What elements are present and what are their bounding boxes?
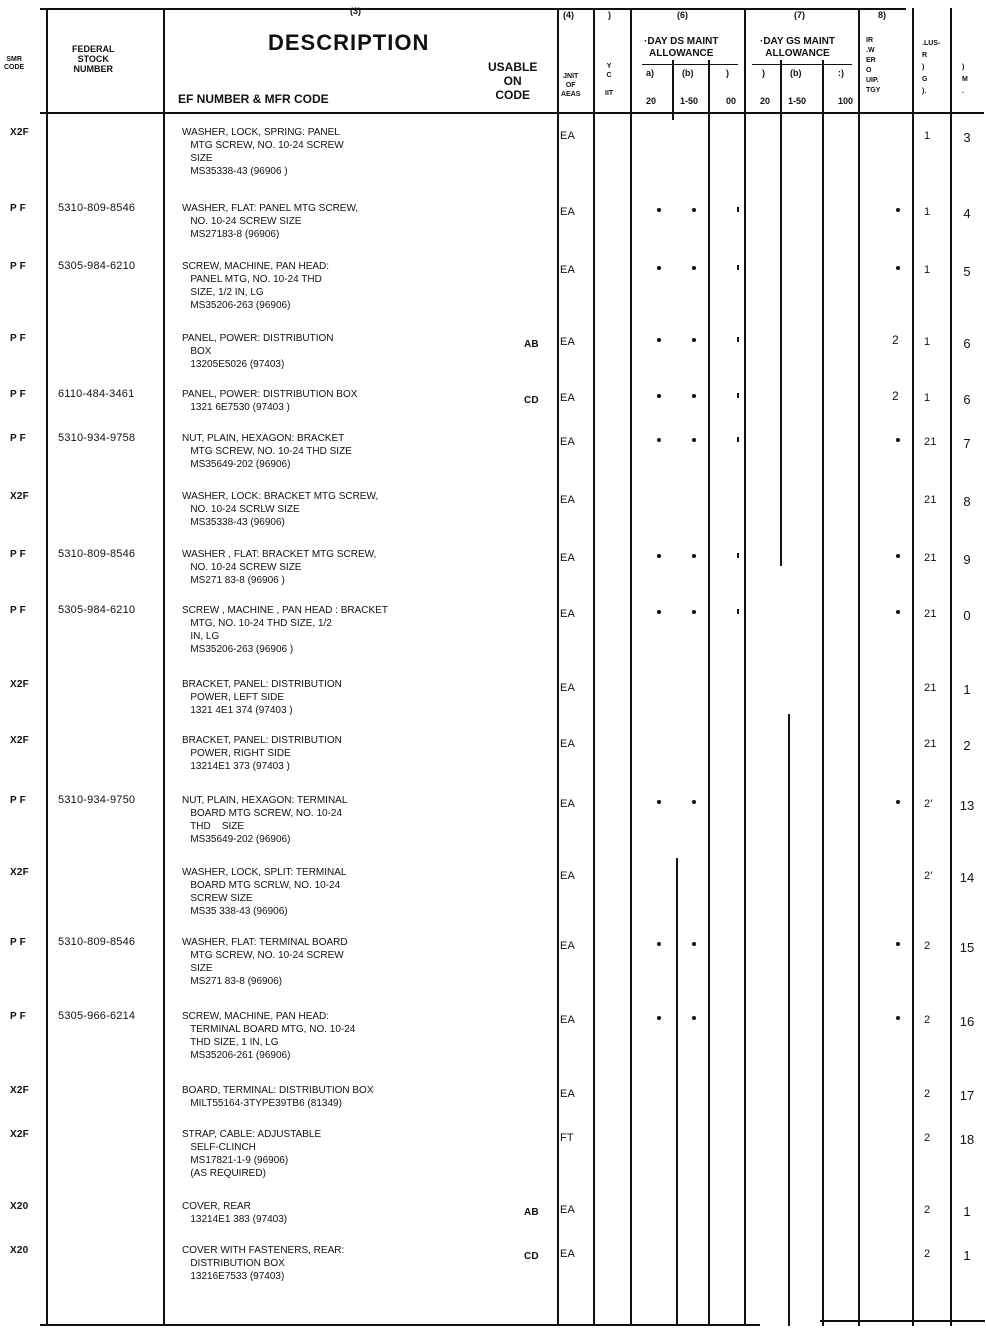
header-bottom-rule — [40, 112, 984, 114]
depot-mark — [896, 800, 900, 804]
allowance-mark — [657, 1016, 661, 1020]
smr-code: X2F — [10, 491, 29, 502]
item-number: 1 — [963, 1248, 971, 1263]
part-description: WASHER, LOCK, SPRING: PANEL MTG SCREW, NO. 10-24 SCREW SIZE MS35338-43 (96906 ) — [182, 127, 344, 177]
smr-code: X2F — [10, 1129, 29, 1140]
depot-qty: 2 — [892, 333, 899, 347]
allowance-mark — [737, 265, 739, 270]
part-description: WASHER, FLAT: TERMINAL BOARD MTG SCREW, NO. 10-24 SCREW SIZE MS271 83-8 (96906) — [182, 937, 348, 987]
col-number-5: ) — [608, 10, 611, 20]
allowance-mark — [737, 207, 739, 212]
gs-sub-c: :) — [838, 68, 844, 78]
federal-stock-number-header: FEDERAL STOCK NUMBER — [72, 44, 115, 74]
figure-number: 1 — [924, 336, 931, 348]
item-number: 13 — [959, 798, 975, 813]
figure-number: 2' — [924, 798, 933, 810]
smr-code: X2F — [10, 127, 29, 138]
depot-mark — [896, 942, 900, 946]
gs-val-b: 1-50 — [788, 96, 807, 106]
col-line-ds-c — [708, 60, 710, 1326]
illus-item-header: ) M . — [962, 64, 968, 95]
unit-of-measure: EA — [560, 1204, 576, 1216]
allowance-mark — [657, 800, 661, 804]
figure-number: 1 — [924, 130, 931, 142]
part-description: WASHER, LOCK: BRACKET MTG SCREW, NO. 10-24 SCRLW SIZE MS35338-43 (96906) — [182, 491, 379, 528]
allowance-mark — [692, 800, 696, 804]
unit-of-measure: EA — [560, 392, 576, 404]
ds-allowance-header: ·DAY DS MAINT ALLOWANCE — [644, 36, 719, 59]
col-line-gs-b-lower — [788, 714, 790, 1326]
ds-sub-c: ) — [726, 68, 729, 78]
smr-code: X2F — [10, 735, 29, 746]
part-description: WASHER, LOCK, SPLIT: TERMINAL BOARD MTG SCRLW, NO. 10-24 SCREW SIZE MS35 338-43 (96906) — [182, 867, 347, 917]
allowance-mark — [692, 942, 696, 946]
unit-of-measure: FT — [560, 1132, 574, 1144]
item-number: 7 — [963, 436, 971, 451]
part-description: WASHER, FLAT: PANEL MTG SCREW, NO. 10-24 SCREW SIZE MS27183-8 (96906) — [182, 203, 359, 240]
smr-code: P F — [10, 605, 26, 616]
figure-number: 21 — [924, 436, 937, 448]
federal-stock-number: 5305-984-6210 — [58, 260, 136, 272]
allowance-mark — [657, 554, 661, 558]
gs-sub-a: ) — [762, 68, 765, 78]
col-line-unit — [593, 8, 595, 1326]
unit-of-measure: EA — [560, 1014, 576, 1026]
smr-code: X20 — [10, 1245, 29, 1256]
col-line-gs-c — [822, 60, 824, 1326]
item-number: 9 — [963, 552, 971, 567]
item-number: 8 — [963, 494, 971, 509]
federal-stock-number: 5310-809-8546 — [58, 936, 136, 948]
allowance-mark — [737, 553, 739, 558]
unit-of-measure: EA — [560, 798, 576, 810]
unit-of-measure: EA — [560, 738, 576, 750]
smr-code: X2F — [10, 867, 29, 878]
smr-code: P F — [10, 389, 26, 400]
figure-number: 21 — [924, 608, 937, 620]
unit-of-measure: EA — [560, 264, 576, 276]
allowance-mark — [692, 610, 696, 614]
allowance-mark — [737, 437, 739, 442]
item-number: 1 — [963, 682, 971, 697]
description-header: DESCRIPTION — [268, 30, 430, 55]
smr-code: P F — [10, 795, 26, 806]
smr-code: P F — [10, 1011, 26, 1022]
item-number: 6 — [963, 336, 971, 351]
qty-inc-header: Y C IIT — [605, 63, 614, 97]
federal-stock-number: 5305-966-6214 — [58, 1010, 136, 1022]
part-description: SCREW, MACHINE, PAN HEAD: TERMINAL BOARD MTG, NO. 10-24 THD SIZE, 1 IN, LG MS35206-261 (96906) — [182, 1011, 356, 1061]
unit-of-measure: EA — [560, 206, 576, 218]
unit-of-measure: EA — [560, 552, 576, 564]
item-number: 6 — [963, 392, 971, 407]
federal-stock-number: 6110-484-3461 — [58, 388, 135, 400]
unit-of-measure: EA — [560, 336, 576, 348]
unit-of-measure: EA — [560, 494, 576, 506]
figure-number: 2' — [924, 870, 933, 882]
part-description: SCREW, MACHINE, PAN HEAD: PANEL MTG, NO. 10-24 THD SIZE, 1/2 IN, LG MS35206-263 (96906) — [182, 261, 330, 311]
allowance-mark — [692, 554, 696, 558]
ds-sub-b: (b) — [682, 68, 694, 78]
part-description: SCREW , MACHINE , PAN HEAD : BRACKET MTG, NO. 10-24 THD SIZE, 1/2 IN, LG MS35206-263 (96906 ) — [182, 605, 388, 655]
depot-mark — [896, 438, 900, 442]
allowance-mark — [657, 338, 661, 342]
gs-sub-rule — [752, 64, 852, 65]
ds-sub-rule — [642, 64, 738, 65]
col-line-qty — [630, 8, 632, 1326]
col-line-fsn — [163, 8, 165, 1326]
usable-on-code: CD — [524, 1251, 539, 1262]
item-number: 3 — [963, 130, 971, 145]
col-number-4: (4) — [563, 10, 574, 20]
item-number: 0 — [963, 608, 971, 623]
unit-of-measure: EA — [560, 1088, 576, 1100]
col-line-smr — [46, 8, 48, 1326]
figure-number: 1 — [924, 206, 931, 218]
depot-mark — [896, 610, 900, 614]
smr-code: P F — [10, 261, 26, 272]
unit-of-measure: EA — [560, 1248, 576, 1260]
figure-number: 1 — [924, 392, 931, 404]
part-description: BRACKET, PANEL: DISTRIBUTION POWER, LEFT SIDE 1321 4E1 374 (97403 ) — [182, 679, 342, 716]
allowance-mark — [737, 337, 739, 342]
part-description: WASHER , FLAT: BRACKET MTG SCREW, NO. 10-24 SCREW SIZE MS271 83-8 (96906 ) — [182, 549, 377, 586]
allowance-mark — [657, 266, 661, 270]
figure-number: 21 — [924, 738, 937, 750]
ds-val-a: 20 — [646, 96, 657, 106]
depot-mark — [896, 554, 900, 558]
col-line-gs-b — [780, 60, 782, 566]
item-number: 14 — [959, 870, 975, 885]
figure-number: 2 — [924, 1088, 931, 1100]
depot-mark — [896, 266, 900, 270]
col-number-6: (6) — [677, 10, 688, 20]
item-number: 16 — [959, 1014, 975, 1029]
depot-mark — [896, 1016, 900, 1020]
figure-number: 2 — [924, 1014, 931, 1026]
usable-on-code-header: USABLE ON CODE — [488, 60, 538, 102]
part-description: NUT, PLAIN, HEXAGON: TERMINAL BOARD MTG SCREW, NO. 10-24 THD SIZE MS35649-202 (96906) — [182, 795, 348, 845]
ds-val-c: 00 — [726, 96, 737, 106]
part-description: PANEL, POWER: DISTRIBUTION BOX 1321 6E7530 (97403 ) — [182, 389, 358, 413]
unit-of-measure: EA — [560, 870, 576, 882]
col-number-7: (7) — [794, 10, 805, 20]
usable-on-code: CD — [524, 395, 539, 406]
federal-stock-number: 5305-984-6210 — [58, 604, 136, 616]
col-line-ds-b-lower — [676, 858, 678, 1326]
part-description: COVER WITH FASTENERS, REAR: DISTRIBUTION BOX 13216E7533 (97403) — [182, 1245, 345, 1282]
allowance-mark — [692, 266, 696, 270]
allowance-mark — [657, 394, 661, 398]
smr-code: P F — [10, 937, 26, 948]
figure-number: 2 — [924, 1132, 931, 1144]
unit-of-measure: EA — [560, 608, 576, 620]
allowance-mark — [657, 942, 661, 946]
part-description: BRACKET, PANEL: DISTRIBUTION POWER, RIGHT SIDE 13214E1 373 (97403 ) — [182, 735, 342, 772]
item-number: 17 — [959, 1088, 975, 1103]
figure-number: 21 — [924, 552, 937, 564]
item-number: 15 — [959, 940, 975, 955]
gs-sub-b: (b) — [790, 68, 802, 78]
part-description: COVER, REAR 13214E1 383 (97403) — [182, 1201, 288, 1225]
allowance-mark — [657, 610, 661, 614]
item-number: 2 — [963, 738, 971, 753]
col-line-depot — [858, 8, 860, 1326]
ref-number-header: EF NUMBER & MFR CODE — [178, 92, 329, 106]
smr-code: P F — [10, 433, 26, 444]
usable-on-code: AB — [524, 339, 539, 350]
allowance-mark — [657, 438, 661, 442]
smr-code: X2F — [10, 679, 29, 690]
depot-header: IR .W ER O UIP. TGY — [866, 37, 881, 94]
smr-code: P F — [10, 549, 26, 560]
depot-mark — [896, 208, 900, 212]
bottom-border-right — [820, 1320, 985, 1322]
item-number: 5 — [963, 264, 971, 279]
allowance-mark — [692, 394, 696, 398]
bottom-border — [40, 1324, 760, 1326]
gs-val-c: 100 — [838, 96, 854, 106]
top-border — [40, 8, 906, 10]
smr-code: P F — [10, 333, 26, 344]
item-number: 4 — [963, 206, 971, 221]
figure-number: 2 — [924, 940, 931, 952]
figure-number: 21 — [924, 682, 937, 694]
part-description: BOARD, TERMINAL: DISTRIBUTION BOX MILT55164-3TYPE39TB6 (81349) — [182, 1085, 374, 1109]
col-line-fig — [912, 8, 914, 1326]
federal-stock-number: 5310-809-8546 — [58, 202, 136, 214]
figure-number: 2 — [924, 1248, 931, 1260]
part-description: PANEL, POWER: DISTRIBUTION BOX 13205E5026 (97403) — [182, 333, 334, 370]
unit-of-measure: EA — [560, 940, 576, 952]
allowance-mark — [692, 338, 696, 342]
col-number-8: 8) — [878, 10, 887, 20]
federal-stock-number: 5310-934-9750 — [58, 794, 136, 806]
allowance-mark — [737, 609, 739, 614]
smr-code-header: SMR CODE — [4, 56, 25, 71]
unit-of-measure: EA — [560, 436, 576, 448]
depot-qty: 2 — [892, 389, 899, 403]
federal-stock-number: 5310-934-9758 — [58, 432, 136, 444]
allowance-mark — [657, 208, 661, 212]
unit-of-measure: EA — [560, 682, 576, 694]
unit-of-measure-header: JNIT OF AEAS — [561, 73, 581, 98]
smr-code: P F — [10, 203, 26, 214]
ds-val-b: 1-50 — [680, 96, 699, 106]
part-description: STRAP, CABLE: ADJUSTABLE SELF-CLINCH MS17821-1-9 (96906) (AS REQUIRED) — [182, 1129, 322, 1179]
illus-header: .LUS- R ) G ). — [922, 40, 941, 95]
gs-allowance-header: ·DAY GS MAINT ALLOWANCE — [760, 36, 836, 59]
col-number-3: (3) — [350, 6, 361, 16]
col-line-desc — [557, 8, 559, 1326]
item-number: 1 — [963, 1204, 971, 1219]
smr-code: X2F — [10, 1085, 29, 1096]
col-line-gs — [744, 8, 746, 1326]
figure-number: 2 — [924, 1204, 931, 1216]
usable-on-code: AB — [524, 1207, 539, 1218]
allowance-mark — [692, 208, 696, 212]
gs-val-a: 20 — [760, 96, 771, 106]
ds-sub-a: a) — [646, 68, 655, 78]
allowance-mark — [737, 393, 739, 398]
unit-of-measure: EA — [560, 130, 576, 142]
figure-number: 1 — [924, 264, 931, 276]
col-line-ds-b — [672, 60, 674, 120]
allowance-mark — [692, 438, 696, 442]
figure-number: 21 — [924, 494, 937, 506]
item-number: 18 — [959, 1132, 975, 1147]
smr-code: X20 — [10, 1201, 29, 1212]
allowance-mark — [692, 1016, 696, 1020]
federal-stock-number: 5310-809-8546 — [58, 548, 136, 560]
part-description: NUT, PLAIN, HEXAGON: BRACKET MTG SCREW, NO. 10-24 THD SIZE MS35649-202 (96906) — [182, 433, 352, 470]
